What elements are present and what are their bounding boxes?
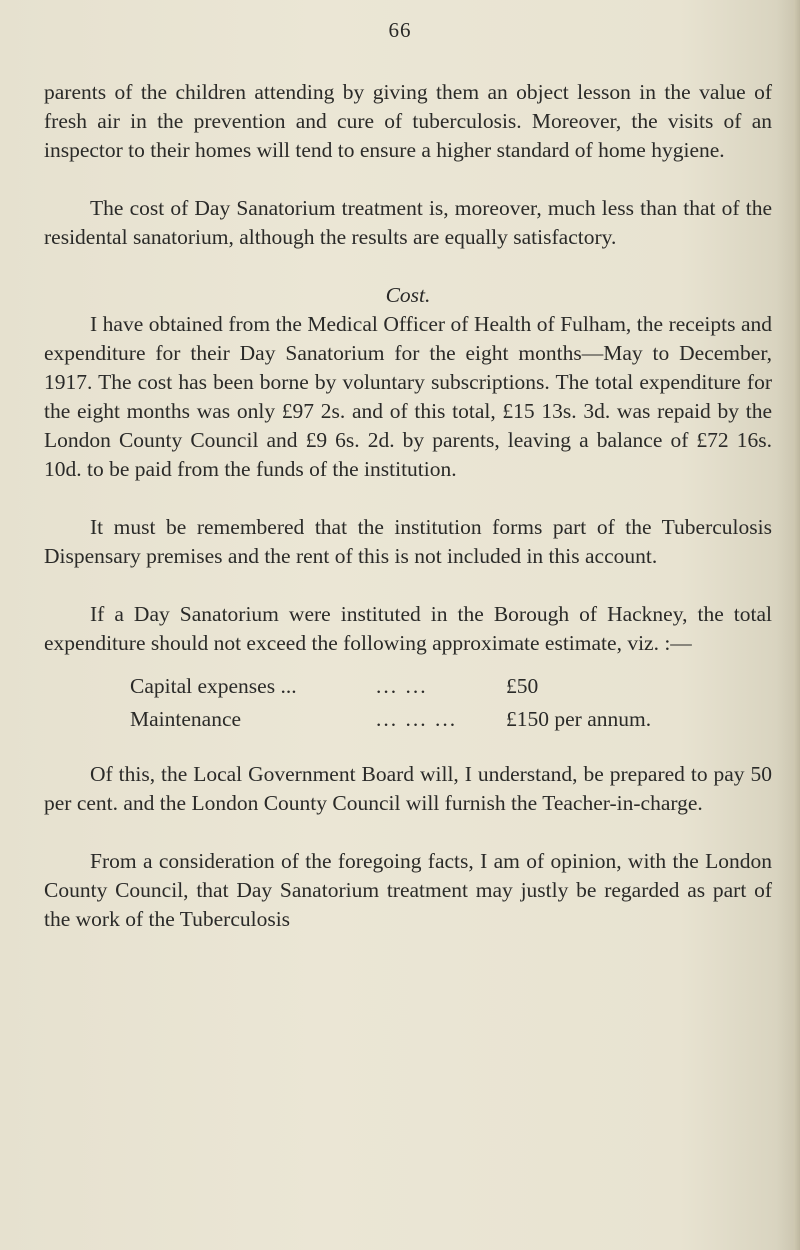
paragraph-fulham-accounts: I have obtained from the Medical Officer of Health of Fulham, the receipts and expenditure for their Day Sanatorium for the eight months—May to December, 1917. The cost has been borne by voluntary subscriptions. The total expenditure for the eight months was only £97 2s. and of this total, £15 13s. 3d. was repaid by the London County Council and £9 6s. 2d. by parents, leaving a balance of £72 16s. 10d. to be paid from the funds of the institution. bbox=[44, 312, 772, 481]
estimate-leader-dots: ... ... bbox=[376, 674, 428, 698]
paragraph-continuation: parents of the children attending by giving them an object lesson in the value of fresh air in the prevention and cure of tuberculosis. Moreover, the visits of an inspector to their homes will tend to ensure a higher standard of home hygiene. bbox=[44, 80, 772, 162]
section-heading-cost: Cost. bbox=[385, 283, 431, 307]
estimate-value: £50 bbox=[506, 674, 539, 698]
page-edge-shadow bbox=[794, 0, 800, 1250]
paragraph-hackney-estimate: If a Day Sanatorium were instituted in the Borough of Hackney, the total expenditure should not exceed the following approximate estimate, viz. :— bbox=[44, 602, 772, 655]
estimate-table bbox=[130, 672, 651, 738]
paragraph-dispensary-rent: It must be remembered that the institution forms part of the Tuberculosis Dispensary premises and the rent of this is not included in this account. bbox=[44, 515, 772, 568]
paragraph-conclusion: From a consideration of the foregoing facts, I am of opinion, with the London County Council, that Day Sanatorium treatment may justly be regarded as part of the work of the Tuberculosis bbox=[44, 849, 772, 931]
body-text bbox=[44, 78, 772, 934]
paragraph-funding: Of this, the Local Government Board will, I understand, be prepared to pay 50 per cent. and the London County Council will furnish the Teacher-in-charge. bbox=[44, 762, 772, 815]
paragraph-cost-comparison: The cost of Day Sanatorium treatment is, moreover, much less than that of the residental sanatorium, although the results are equally satisfactory. bbox=[44, 196, 772, 249]
estimate-row-capital bbox=[130, 672, 651, 705]
page-number: 66 bbox=[388, 18, 412, 42]
estimate-value: £150 per annum. bbox=[506, 707, 652, 731]
estimate-row-maintenance bbox=[130, 705, 651, 738]
estimate-label: Maintenance bbox=[130, 707, 242, 731]
estimate-label: Capital expenses ... bbox=[130, 674, 297, 698]
estimate-leader-dots: ... ... ... bbox=[376, 707, 458, 731]
